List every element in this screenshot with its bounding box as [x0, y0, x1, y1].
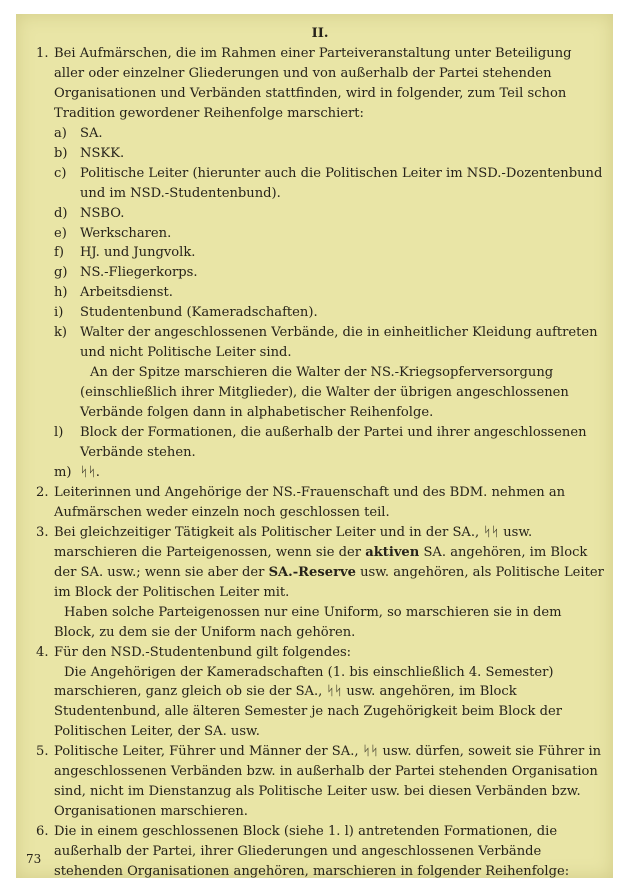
list-item-d [36, 204, 604, 224]
list-item-b [36, 144, 604, 164]
list-label: l) [54, 425, 64, 441]
paragraph-text: Politische Leiter, Führer und Männer der SA., ᛋᛋ usw. dürfen, soweit sie Führer in angeschlossenen Verbänden bzw. in außerhalb der Partei stehenden Organisation sind, nicht im Dienstanzug als Politische Leiter usw. bei diesen Verbänden bzw. Organisationen marschieren. [54, 744, 602, 820]
list-label: f) [54, 245, 64, 261]
list-label: g) [54, 265, 68, 281]
paragraph-text: Die in einem geschlossenen Block (siehe 1. l) antretenden Formationen, die außerhalb der Partei, ihrer Gliederungen und angeschlossenen Verbände stehenden Organisationen angehören, marschieren in folgender Reihenfolge: [54, 824, 570, 878]
list-item-h [36, 283, 604, 303]
list-text: NSBO. [80, 205, 125, 221]
paragraph-number: 5. [36, 744, 49, 760]
list-item-c [36, 164, 604, 204]
page-number: 73 [26, 852, 42, 866]
paragraph-text: Bei Aufmärschen, die im Rahmen einer Parteiveranstaltung unter Beteiligung aller oder einzelner Gliederungen und von außerhalb der Partei stehenden Organisationen und Verbänden stattfinden, wird in folgender, zum Teil schon Tradition gewordener Reihenfolge marschiert: [54, 45, 572, 121]
list-item-g [36, 263, 604, 283]
paragraph-text: Für den NSD.-Studentenbund gilt folgendes: [54, 644, 352, 660]
list-label: e) [54, 225, 67, 241]
list-text: Werkscharen. [80, 225, 172, 241]
list-text: Block der Formationen, die außerhalb der Partei und ihrer angeschlossenen Verbände stehen. [80, 425, 587, 461]
list-item-i [36, 303, 604, 323]
paragraph-5 [36, 742, 604, 822]
emphasis-aktiven: aktiven [365, 544, 420, 560]
paragraph-3 [36, 523, 604, 603]
paragraph-1 [36, 44, 604, 124]
section-heading: II. [311, 26, 329, 41]
paragraph-text: Bei gleichzeitiger Tätigkeit als Politischer Leiter und in der SA., ᛋᛋ usw. marschieren die Parteigenossen, wenn sie der [54, 524, 533, 560]
list-item-a [36, 124, 604, 144]
paragraph-number: 2. [36, 484, 49, 500]
list-item-m [36, 463, 604, 483]
list-label: a) [54, 125, 67, 141]
list-item-f [36, 243, 604, 263]
paragraph-2 [36, 483, 604, 523]
list-text: SA. [80, 125, 103, 141]
paragraph-4-note: Die Angehörigen der Kameradschaften (1. bis einschließlich 4. Semester) marschieren, ganz gleich ob sie der SA., ᛋᛋ usw. angehören, im Block Studentenbund, alle älteren Semester je nach Zugehörigkeit beim Block der Politischen Leiter, der SA. usw. [54, 664, 563, 740]
paragraph-6 [36, 822, 604, 878]
paragraph-number: 3. [36, 524, 49, 540]
list-text: NSKK. [80, 145, 125, 161]
paragraph-3-note: Haben solche Parteigenossen nur eine Uniform, so marschieren sie in dem Block, zu dem sie der Uniform nach gehören. [54, 604, 562, 640]
paragraph-4 [36, 643, 604, 663]
paragraph-number: 4. [36, 644, 49, 660]
list-text: NS.-Fliegerkorps. [80, 265, 198, 281]
list-label: i) [54, 305, 64, 321]
list-item-k [36, 323, 604, 363]
paragraph-number: 1. [36, 45, 49, 61]
list-label: k) [54, 325, 68, 341]
paragraph-text: SA. angehören, im Block der SA. usw.; wenn sie aber der [54, 544, 588, 580]
list-text: HJ. und Jungvolk. [80, 245, 196, 261]
list-item-l [36, 423, 604, 463]
list-text: Walter der angeschlossenen Verbände, die in einheitlicher Kleidung auftreten und nicht Politische Leiter sind. [80, 325, 598, 361]
list-label: d) [54, 205, 68, 221]
list-text: Arbeitsdienst. [80, 285, 173, 301]
list-item-k-note: An der Spitze marschieren die Walter der NS.-Kriegsopferversorgung (einschließlich ihrer Mitglieder), die Walter der übrigen angeschlossenen Verbände folgen dann in alphabetischer Reihenfolge. [80, 365, 569, 421]
list-text: Studentenbund (Kameradschaften). [80, 305, 318, 321]
list-label: c) [54, 165, 67, 181]
page-text [36, 24, 604, 878]
paragraph-text: Leiterinnen und Angehörige der NS.-Frauenschaft und des BDM. nehmen an Aufmärschen weder einzeln noch geschlossen teil. [54, 484, 566, 520]
list-label: m) [54, 464, 72, 480]
list-item-e [36, 224, 604, 244]
document-page [16, 14, 613, 878]
emphasis-sa-reserve: SA.-Reserve [268, 564, 356, 580]
paragraph-number: 6. [36, 824, 49, 840]
list-text: ᛋᛋ. [80, 464, 100, 480]
list-label: b) [54, 145, 68, 161]
list-text: Politische Leiter (hierunter auch die Politischen Leiter im NSD.-Dozentenbund und im NSD.-Studentenbund). [80, 165, 603, 201]
paragraph-text: usw. angehören, als Politische Leiter im Block der Politischen Leiter mit. [54, 564, 604, 600]
list-label: h) [54, 285, 68, 301]
